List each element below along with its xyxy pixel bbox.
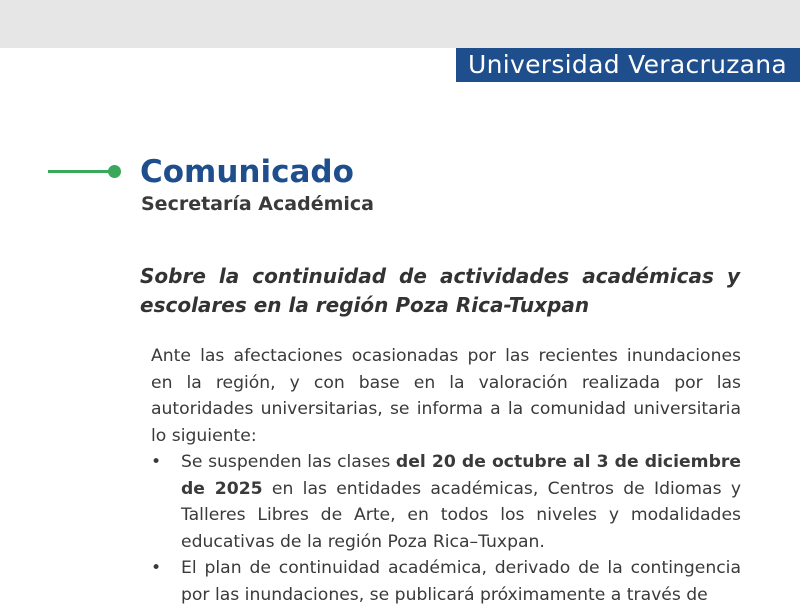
section-heading: Sobre la continuidad de actividades académicas y escolares en la región Poza Rica-Tuxpan — [140, 264, 740, 317]
bullet-text-pre: Se suspenden las clases — [181, 452, 396, 472]
top-gray-bar — [0, 0, 800, 48]
body-text — [151, 343, 741, 608]
page-subtitle: Secretaría Académica — [141, 193, 374, 215]
bullet-text-bold: del 20 de octubre al 3 de diciembre de 2025 — [181, 452, 742, 499]
list-item — [151, 449, 741, 555]
accent-dot — [108, 165, 121, 178]
page-title: Comunicado — [140, 154, 354, 190]
intro-paragraph: Ante las afectaciones ocasionadas por las recientes inundaciones en la región, y con base en la valoración realizada por las autoridades universitarias, se informa a la comunidad universitaria lo siguiente: — [151, 346, 741, 446]
bullet-icon: • — [151, 558, 162, 578]
accent-line — [48, 170, 114, 173]
bullet-list — [151, 449, 741, 608]
list-item — [151, 555, 741, 608]
bullet-text: El plan de continuidad académica, derivado de la contingencia por las inundaciones, se publicará próximamente a través de — [181, 558, 741, 605]
university-banner: Universidad Veracruzana — [456, 48, 800, 82]
bullet-icon: • — [151, 452, 162, 472]
bullet-text-post: en las entidades académicas, Centros de Idiomas y Talleres Libres de Arte, en todos los niveles y modalidades educativas de la región Poza Rica–Tuxpan. — [181, 478, 742, 552]
